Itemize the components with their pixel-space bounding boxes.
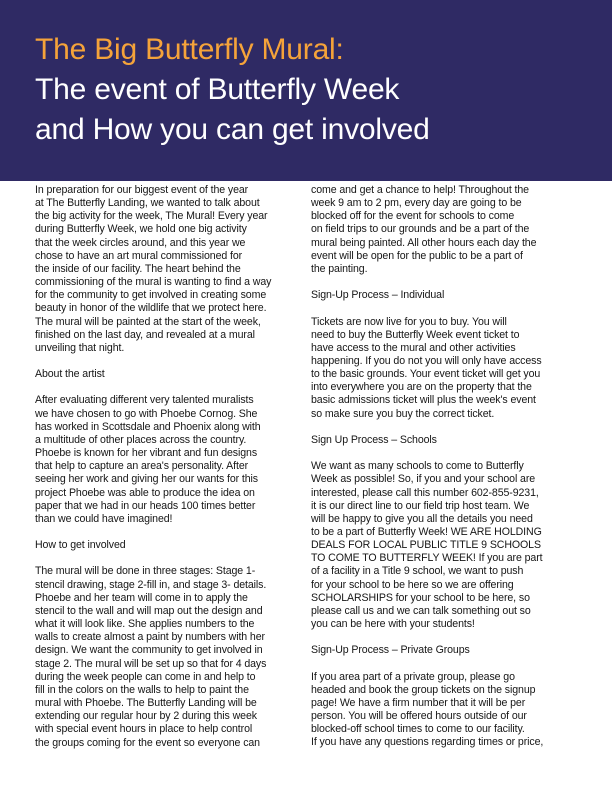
- signup-individual-paragraph: Tickets are now live for you to buy. You will need to buy the Butterfly Week event ticket to have access to the mural and other activities happening. If you do not you will only have access to the basic grounds. Your event ticket will get you into everywhere you are on the property that the basic admissions ticket will plus the week's event so make sure you buy the correct ticket.: [311, 315, 542, 420]
- get-involved-paragraph: The mural will be done in three stages: Stage 1- stencil drawing, stage 2-fill in, and stage 3- details. Phoebe and her team will come in to apply the stencil to the wall and will map out the design and what it will look like. She applies numbers to the walls to create almost a paint by numbers with her design. We want the community to get involved in stage 2. The mural will be set up so that for 4 days during the week people can come in and help to fill in the colors on the walls to help to paint the mural with Phoebe. The Butterfly Landing will be extending our regular hour by 2 during this week with special event hours in place to help control the groups coming for the event so everyone can: [35, 565, 267, 749]
- about-artist-paragraph: After evaluating different very talented muralists we have chosen to go with Phoebe Cornog. She has worked in Scottsdale and Phoenix along with a multitude of other places across the country. Phoebe is known for her vibrant and fun designs that help to capture an area's personality. After seeing her work and giving her our wants for this project Phoebe was able to produce the idea on paper that we had in our heads 100 times better than we could have imagined!: [35, 394, 261, 525]
- signup-schools-paragraph: We want as many schools to come to Butterfly Week as possible! So, if you and your school are interested, please call this number 602-855-9231, it is our direct line to our field trip host team. We will be happy to give you all the details you need to be a part of Butterfly Week! WE ARE HOLDING DEALS FOR LOCAL PUBLIC TITLE 9 SCHOOLS TO COME TO BUTTERFLY WEEK! If you are part of a facility in a Title 9 school, we want to push for your school to be here so we are offering SCHOLARSHIPS for your school to be here, so please call us and we can talk something out so you can be here with your students!: [311, 460, 543, 631]
- signup-groups-heading: Sign-Up Process – Private Groups: [311, 644, 470, 657]
- get-involved-heading: How to get involved: [35, 539, 126, 552]
- signup-schools-heading: Sign Up Process – Schools: [311, 433, 437, 446]
- signup-individual-heading: Sign-Up Process – Individual: [311, 289, 445, 302]
- about-artist-heading: About the artist: [35, 368, 105, 381]
- page-title-line-1: The Big Butterfly Mural:: [35, 33, 344, 66]
- right-column: [311, 184, 586, 790]
- continued-paragraph: come and get a chance to help! Throughout the week 9 am to 2 pm, every day are going to be blocked off for the event for schools to come on field trips to our grounds and be a part of the mural being painted. All other hours each day the event will be open for the public to be a part of the painting.: [311, 184, 537, 275]
- page-title-line-3: and How you can get involved: [35, 113, 430, 146]
- signup-groups-paragraph: If you area part of a private group, please go headed and book the group tickets on the signup page! We have a firm number that it will be per person. You will be offered hours outside of our blocked-off school times to come to our facility. If you have any questions regarding times or price,: [311, 670, 544, 749]
- title-banner: [0, 0, 612, 181]
- intro-paragraph: In preparation for our biggest event of the year at The Butterfly Landing, we wanted to talk about the big activity for the week, The Mural! Every year during Butterfly Week, we hold one big activity that the week circles around, and this year we chose to have an art mural commissioned for the inside of our facility. The heart behind the commissioning of the mural is wanting to find a way for the community to get involved in creating some beauty in honor of the wildlife that we protect here. The mural will be painted at the start of the week, finished on the last day, and revealed at a mural unveiling that night.: [35, 184, 272, 354]
- page-title-line-2: The event of Butterfly Week: [35, 73, 400, 106]
- left-column: [35, 184, 307, 790]
